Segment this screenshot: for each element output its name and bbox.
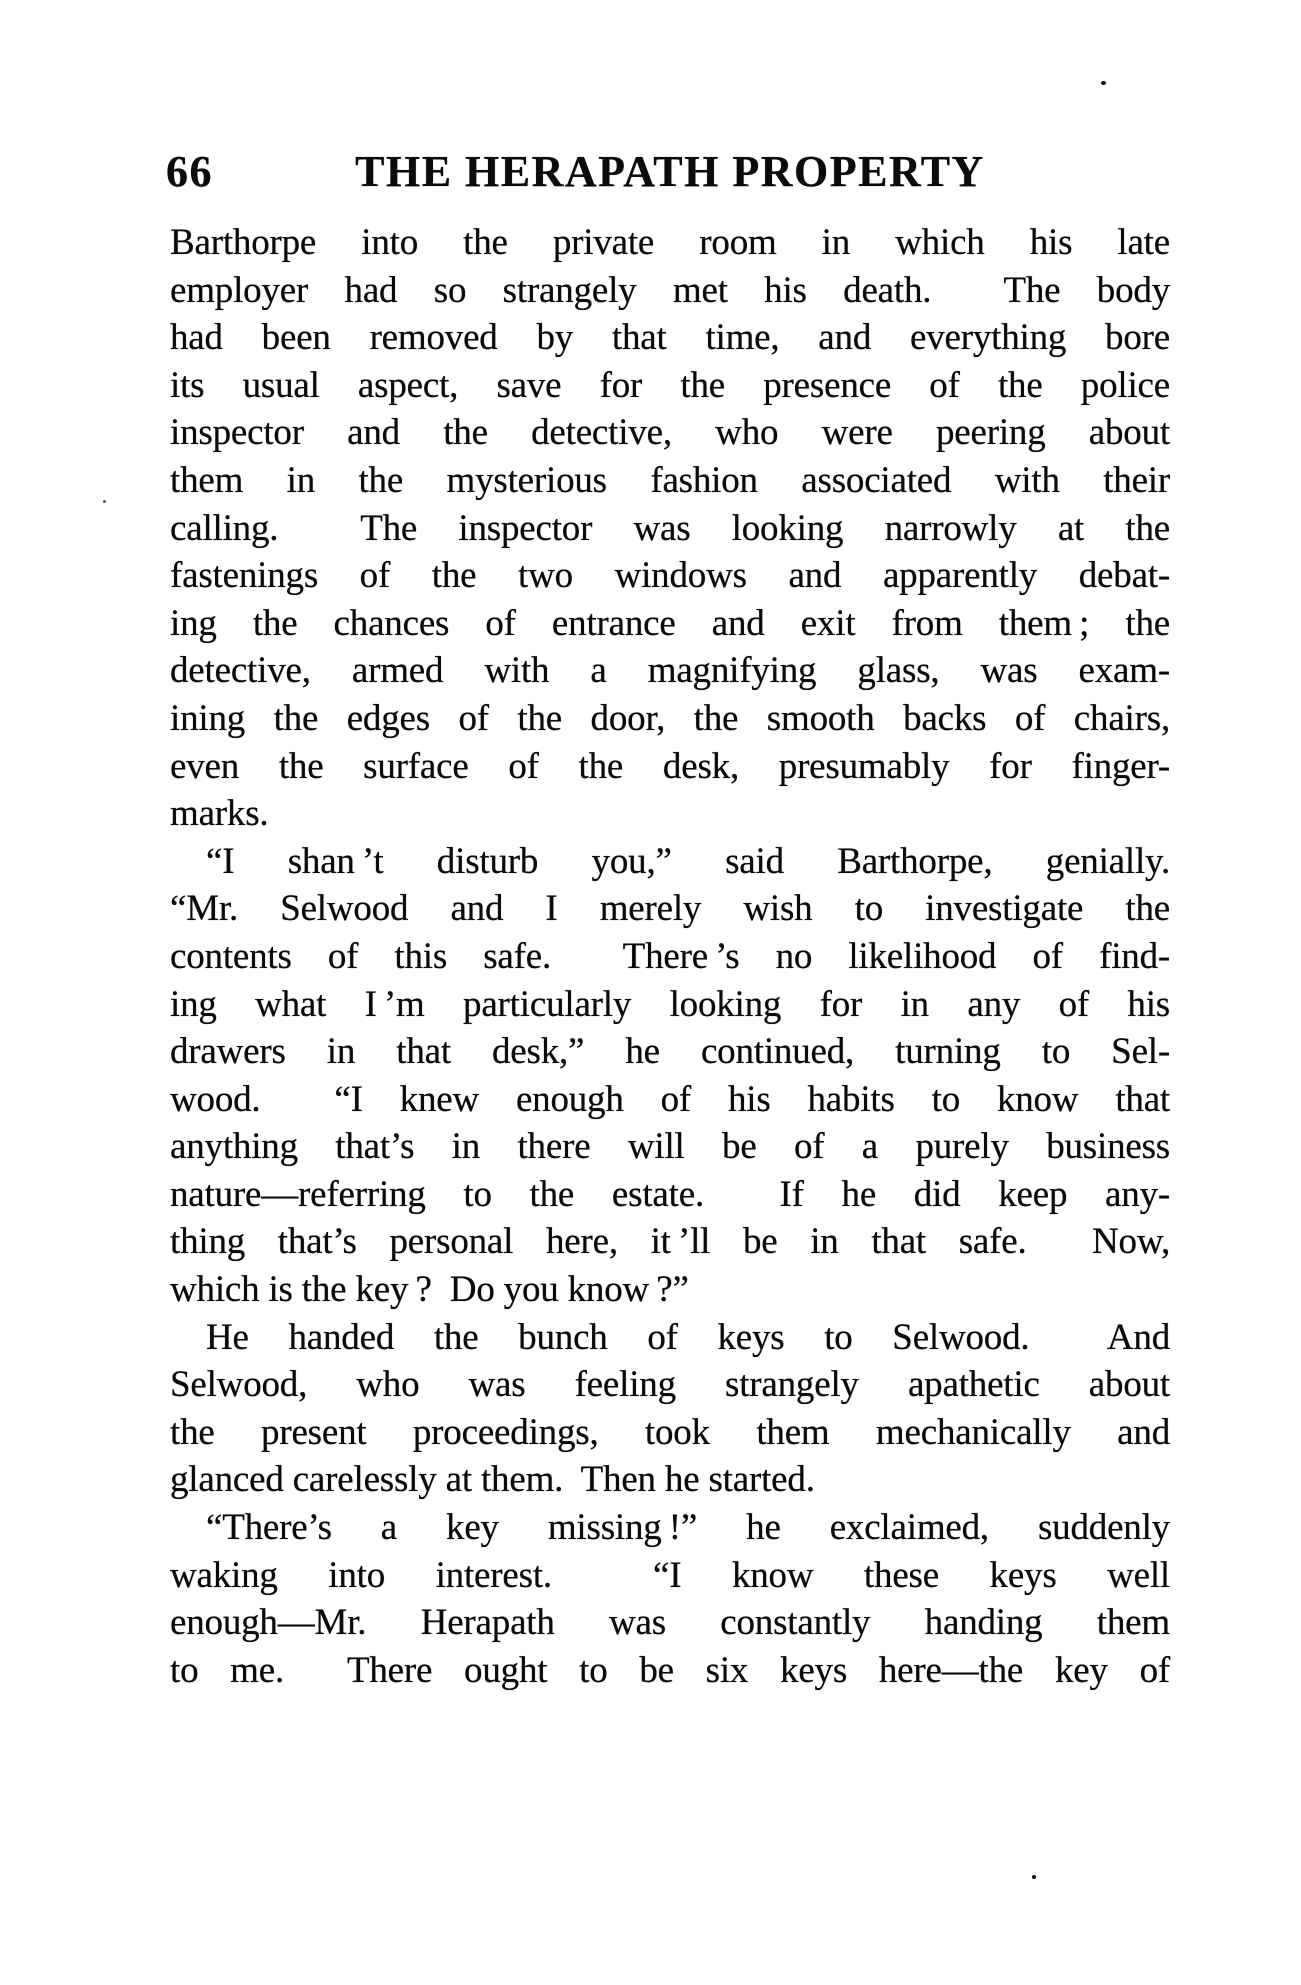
text-line: wood. “I knew enough of his habits to know that xyxy=(170,1078,1170,1120)
text-line: to me. There ought to be six keys here—the key of xyxy=(170,1649,1170,1691)
text-line: nature—referring to the estate. If he did keep any- xyxy=(170,1173,1170,1215)
text-line: its usual aspect, save for the presence of the police xyxy=(170,364,1170,406)
text-line: marks. xyxy=(170,793,269,835)
page-header xyxy=(166,142,1170,202)
text-line: ining the edges of the door, the smooth backs of chairs, xyxy=(170,697,1170,739)
text-line: anything that’s in there will be of a purely business xyxy=(170,1126,1170,1168)
body-text xyxy=(170,219,1170,1694)
text-line: had been removed by that time, and everything bore xyxy=(170,317,1170,359)
text-line: which is the key ? Do you know ?” xyxy=(170,1269,689,1311)
page-title: THE HERAPATH PROPERTY xyxy=(355,147,985,196)
text-line: enough—Mr. Herapath was constantly handing them xyxy=(170,1602,1170,1644)
text-line: the present proceedings, took them mechanically and xyxy=(170,1411,1170,1453)
text-line: Selwood, who was feeling strangely apathetic about xyxy=(170,1364,1170,1406)
text-line: “Mr. Selwood and I merely wish to investigate the xyxy=(170,888,1170,930)
text-line: inspector and the detective, who were peering about xyxy=(170,412,1170,454)
text-line: fastenings of the two windows and apparently debat- xyxy=(170,555,1170,597)
scan-speck xyxy=(1032,1875,1036,1879)
text-line: contents of this safe. There ’s no likelihood of find- xyxy=(170,935,1170,977)
text-line: Barthorpe into the private room in which his late xyxy=(170,222,1170,263)
scan-speck xyxy=(1101,81,1106,85)
text-line: waking into interest. “I know these keys well xyxy=(170,1554,1170,1596)
text-line: ing what I ’m particularly looking for in any of his xyxy=(170,983,1170,1025)
text-line: “There’s a key missing !” he exclaimed, suddenly xyxy=(206,1507,1170,1549)
text-line: “I shan ’t disturb you,” said Barthorpe, genially. xyxy=(206,840,1170,882)
text-line: calling. The inspector was looking narrowly at the xyxy=(170,507,1170,549)
page-number: 66 xyxy=(166,147,213,196)
text-line: them in the mysterious fashion associated with their xyxy=(170,459,1170,501)
text-line: He handed the bunch of keys to Selwood. And xyxy=(206,1316,1170,1358)
scan-speck xyxy=(103,500,106,503)
text-line: glanced carelessly at them. Then he started. xyxy=(170,1459,815,1501)
text-line: detective, armed with a magnifying glass, was exam- xyxy=(170,650,1170,692)
text-line: employer had so strangely met his death. The body xyxy=(170,269,1170,311)
text-line: drawers in that desk,” he continued, turning to Sel- xyxy=(170,1031,1170,1073)
text-line: thing that’s personal here, it ’ll be in that safe. Now, xyxy=(170,1221,1170,1263)
text-line: even the surface of the desk, presumably for finger- xyxy=(170,745,1170,787)
text-line: ing the chances of entrance and exit from them ; the xyxy=(170,602,1170,644)
